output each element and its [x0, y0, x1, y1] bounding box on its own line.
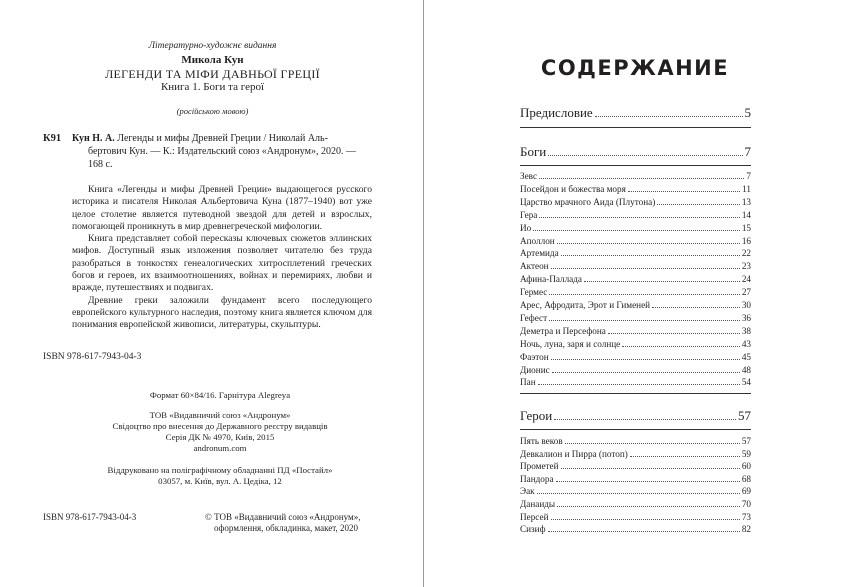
- toc-preface[interactable]: [520, 105, 751, 121]
- toc-entry-page: 15: [741, 222, 751, 233]
- copyright-line1: © ТОВ «Видавничий союз «Андронум»,: [205, 512, 361, 522]
- toc-entry-label: Актеон: [520, 261, 549, 272]
- toc-entry-page: 14: [741, 209, 751, 220]
- section-rule: [520, 127, 751, 128]
- toc-entry[interactable]: [520, 474, 751, 484]
- printer-address: 03057, м. Київ, вул. А. Цедіка, 12: [158, 475, 282, 486]
- toc-entry-page: 70: [741, 499, 751, 509]
- publisher-cert: Свідоцтво про внесення до Державного реєстру видавців: [112, 420, 328, 431]
- author-name: Микола Кун: [181, 54, 244, 66]
- toc-entry-label: Прометей: [520, 461, 559, 472]
- dot-leader: [548, 154, 742, 156]
- page-divider: [423, 0, 424, 587]
- bib-line3: 168 с.: [88, 159, 113, 170]
- toc-entry-label: Артемида: [520, 248, 559, 259]
- annotation-para3: Древние греки заложили фундамент всего последующего европейского культурного наследия, поэтому книга является ключом для понимания европейской живописи, литературы, скульптуры.: [72, 294, 372, 331]
- toc-entry[interactable]: [520, 197, 751, 207]
- dot-leader: [551, 267, 740, 269]
- toc-entry-page: 23: [741, 261, 751, 272]
- bib-line1: Легенды и мифы Древней Греции / Николай Аль-: [117, 133, 328, 144]
- dot-leader: [556, 480, 740, 482]
- toc-entry-label: Царство мрачного Аида (Плутона): [520, 196, 656, 207]
- dot-leader: [657, 203, 740, 205]
- toc-entry-page: 82: [741, 524, 751, 535]
- toc-entry[interactable]: [520, 499, 751, 509]
- toc-entry[interactable]: [520, 287, 751, 297]
- dot-leader: [584, 280, 740, 282]
- toc-entry[interactable]: [520, 524, 751, 534]
- toc-entry-label: Девкалион и Пирра (потоп): [520, 448, 628, 459]
- toc-entry[interactable]: [520, 326, 751, 336]
- toc-entry-label: Зевс: [520, 171, 538, 181]
- toc-entry-page: 43: [741, 338, 751, 349]
- toc-entry-page: 54: [741, 377, 751, 388]
- dot-leader: [554, 418, 736, 420]
- toc-entry[interactable]: [520, 248, 751, 258]
- book-title: ЛЕГЕНДИ ТА МІФИ ДАВНЬОЇ ГРЕЦІЇ: [105, 67, 320, 81]
- toc-title: СОДЕРЖАНИЕ: [540, 56, 730, 80]
- toc-entry-page: 45: [741, 351, 751, 362]
- printer-block: [60, 465, 380, 487]
- toc-entry-label: Дионис: [520, 364, 550, 375]
- dot-leader: [539, 177, 744, 179]
- toc-entry-page: 22: [741, 248, 751, 259]
- publisher-name: ТОВ «Видавничий союз «Андронум»: [149, 410, 291, 420]
- section-rule: [520, 165, 751, 166]
- toc-entry[interactable]: [520, 436, 751, 446]
- toc-entry[interactable]: [520, 300, 751, 310]
- toc-heroes-page: 57: [738, 408, 751, 423]
- toc-entry-page: 68: [741, 473, 751, 484]
- toc-entry-page: 38: [741, 325, 751, 336]
- toc-entry-label: Афина-Паллада: [520, 274, 583, 285]
- annotation-para1: Книга «Легенды и мифы Древней Греции» выдающегося русского историка и писателя Николая Альбертовича Куна (1877–1940) вот уже целое столетие является путеводной звездой для детей и взрослых, помогающей проникнуть в мир древнегреческой мифологии.: [72, 184, 372, 232]
- bib-line2: бертович Кун. — К.: Издательский союз «Андронум», 2020. —: [88, 146, 357, 157]
- toc-entry[interactable]: [520, 171, 751, 181]
- toc-entry-label: Ночь, луна, заря и солнце: [520, 338, 621, 349]
- toc-heroes[interactable]: [520, 408, 751, 424]
- toc-entry[interactable]: [520, 261, 751, 271]
- toc-entry-page: 11: [742, 183, 751, 194]
- toc-entry-page: 69: [741, 486, 751, 497]
- toc-entry-label: Пять веков: [520, 436, 563, 446]
- toc-entry-label: Пандора: [520, 473, 554, 484]
- publisher-series: Серія ДК № 4970, Київ, 2015: [165, 431, 275, 442]
- book-subtitle: Книга 1. Боги та герої: [160, 81, 265, 93]
- toc-entry-label: Сизиф: [520, 524, 546, 535]
- publisher-block: [60, 410, 380, 454]
- toc-entry-label: Гермес: [520, 287, 548, 298]
- toc-entry-label: Персей: [520, 511, 549, 522]
- dot-leader: [549, 293, 739, 295]
- dot-leader: [622, 345, 740, 347]
- dot-leader: [557, 242, 740, 244]
- toc-entry-label: Ио: [520, 222, 532, 233]
- dot-leader: [561, 467, 740, 469]
- toc-entry-page: 16: [741, 235, 751, 246]
- toc-preface-page: 5: [744, 105, 751, 120]
- toc-gods[interactable]: [520, 144, 751, 160]
- toc-entry-page: 13: [741, 196, 751, 207]
- toc-entry-label: Аполлон: [520, 235, 555, 246]
- toc-entry[interactable]: [520, 461, 751, 471]
- dot-leader: [595, 115, 743, 117]
- toc-entry[interactable]: [520, 236, 751, 246]
- dot-leader: [539, 216, 739, 218]
- dot-leader: [552, 371, 740, 373]
- dot-leader: [537, 492, 740, 494]
- printer-name: Віддруковано на поліграфічному обладнанні ПД «Постайл»: [107, 465, 333, 475]
- toc-entry-label: Фаэтон: [520, 351, 549, 362]
- toc-entry-label: Пан: [520, 377, 536, 388]
- dot-leader: [630, 455, 740, 457]
- toc-entry-label: Эак: [520, 486, 535, 497]
- toc-gods-label: Боги: [520, 144, 547, 159]
- dot-leader: [628, 190, 740, 192]
- toc-entry[interactable]: [520, 184, 751, 194]
- toc-entry-page: 24: [741, 274, 751, 285]
- toc-entry-page: 60: [741, 461, 751, 472]
- copyright-block: [205, 512, 360, 534]
- toc-entry[interactable]: [520, 313, 751, 323]
- section-rule: [520, 429, 751, 430]
- dot-leader: [652, 306, 740, 308]
- publisher-site: andronum.com: [193, 442, 247, 453]
- format-line: Формат 60×84/16. Гарнітура Alegreya: [149, 390, 291, 400]
- toc-entry[interactable]: [520, 486, 751, 496]
- toc-entry[interactable]: [520, 223, 751, 233]
- toc-entry-page: 48: [741, 364, 751, 375]
- dot-leader: [565, 442, 740, 444]
- toc-entry[interactable]: [520, 274, 751, 284]
- dot-leader: [549, 319, 740, 321]
- annotation-para2: Книга представляет собой пересказы ключевых сюжетов эллинских мифов. Доступный язык изложения позволяет читателю без труда разобраться в тонкостях генеалогических хитросплетений греческих богов и героев, их взаимоотношениях, войнах и перемириях, любви и вражде, путешествиях и подвигах.: [72, 233, 372, 294]
- toc-entry-label: Данаиды: [520, 499, 556, 509]
- toc-entry-page: 59: [741, 448, 751, 459]
- toc-entry[interactable]: [520, 210, 751, 220]
- toc-entry-page: 27: [741, 287, 751, 298]
- toc-entry[interactable]: [520, 365, 751, 375]
- genre-line: Літературно-художнє видання: [148, 41, 277, 51]
- dot-leader: [548, 530, 740, 532]
- toc-entry-page: 30: [741, 300, 751, 310]
- toc-entry[interactable]: [520, 377, 751, 387]
- dot-leader: [551, 358, 740, 360]
- copyright-line2: оформлення, обкладинка, макет, 2020: [214, 523, 359, 533]
- language-note: (російською мовою): [176, 106, 249, 116]
- toc-entry-page: 73: [741, 511, 751, 522]
- toc-entry-label: Гефест: [520, 312, 548, 323]
- dot-leader: [533, 229, 740, 231]
- dot-leader: [561, 254, 740, 256]
- bib-author: Кун Н. А.: [72, 133, 115, 144]
- toc-entry-page: 57: [741, 436, 751, 446]
- toc-entry-label: Гера: [520, 209, 538, 220]
- dot-leader: [557, 505, 740, 507]
- toc-entry[interactable]: [520, 352, 751, 362]
- dot-leader: [551, 518, 740, 520]
- toc-heroes-label: Герои: [520, 408, 553, 423]
- toc-entry-label: Деметра и Персефона: [520, 325, 606, 336]
- toc-entry-page: 7: [746, 171, 751, 181]
- catalog-code: К91: [43, 133, 62, 144]
- annotation: [72, 184, 372, 332]
- dot-leader: [608, 332, 740, 334]
- section-rule: [520, 393, 751, 394]
- isbn-top: ISBN 978-617-7943-04-3: [43, 352, 142, 362]
- toc-gods-page: 7: [744, 144, 751, 159]
- toc-entry[interactable]: [520, 512, 751, 522]
- toc-entry-page: 36: [741, 312, 751, 323]
- toc-entry[interactable]: [520, 449, 751, 459]
- isbn-bottom: ISBN 978-617-7943-04-3: [43, 512, 137, 522]
- toc-entry-label: Арес, Афродита, Эрот и Гименей: [520, 300, 651, 310]
- dot-leader: [538, 383, 740, 385]
- toc-preface-label: Предисловие: [520, 105, 593, 120]
- toc-entry-label: Посейдон и божества моря: [520, 183, 626, 194]
- bibliographic-entry: [72, 133, 392, 146]
- toc-entry[interactable]: [520, 339, 751, 349]
